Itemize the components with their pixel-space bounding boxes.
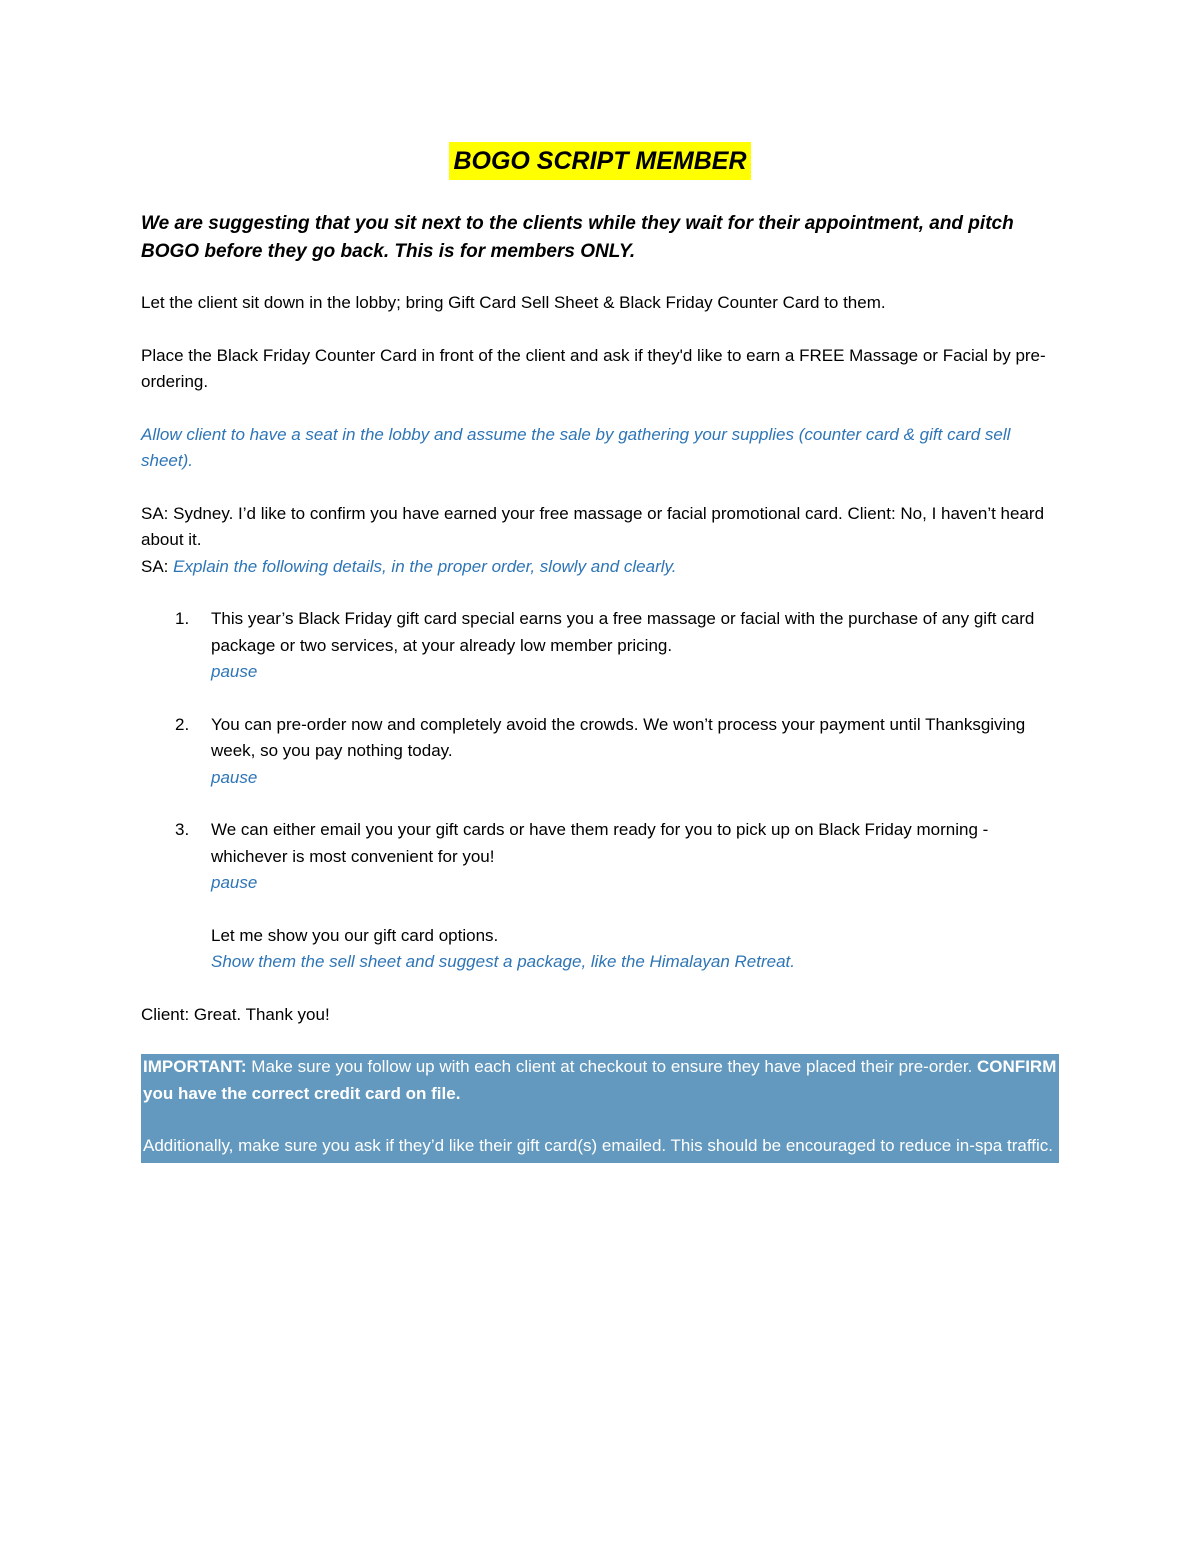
lobby-paragraph: Let the client sit down in the lobby; bring Gift Card Sell Sheet & Black Friday Counter Card to them. — [141, 293, 886, 312]
step-number: 2. — [175, 714, 190, 734]
client-closing-line: Client: Great. Thank you! — [141, 1004, 330, 1024]
steps-list — [141, 606, 1059, 897]
important-label: IMPORTANT: — [143, 1057, 247, 1076]
show-options-line: Let me show you our gift card options. — [211, 925, 499, 945]
title-row — [141, 142, 1059, 182]
important-callout — [141, 1054, 1059, 1163]
show-sell-sheet-instruction: Show them the sell sheet and suggest a package, like the Himalayan Retreat. — [211, 952, 796, 971]
additional-paragraph: Additionally, make sure you ask if they’d like their gift card(s) emailed. This should be encouraged to reduce in-spa traffic. — [143, 1136, 1053, 1155]
sa-instruction-line — [141, 554, 1059, 581]
list-item — [141, 606, 1059, 686]
sa-instruction: Explain the following details, in the proper order, slowly and clearly. — [173, 556, 677, 576]
step-pause-note: pause — [211, 662, 258, 681]
important-text: Make sure you follow up with each client at checkout to ensure they have placed their pre-order. — [246, 1057, 978, 1076]
step-number: 3. — [175, 820, 190, 839]
allow-client-instruction: Allow client to have a seat in the lobby and assume the sale by gathering your supplies (counter card & gift card sell sheet). — [141, 424, 1011, 470]
place-card-paragraph: Place the Black Friday Counter Card in front of the client and ask if they'd like to earn a FREE Massage or Facial by pre- ordering. — [141, 345, 1046, 391]
gift-card-options-block — [141, 923, 1059, 976]
step-text: This year’s Black Friday gift card special earns you a free massage or facial with the purchase of any gift card package or two services, at your already low member pricing. — [211, 609, 1035, 655]
document-body — [141, 142, 1059, 1163]
step-pause-note: pause — [211, 767, 258, 787]
page-title: BOGO SCRIPT MEMBER — [449, 142, 750, 180]
important-paragraph — [143, 1054, 1057, 1107]
step-pause-note: pause — [211, 873, 258, 892]
list-item — [141, 817, 1059, 897]
sa-prefix: SA: — [141, 556, 174, 576]
step-text: You can pre-order now and completely avoid the crowds. We won’t process your payment until Thanksgiving week, so you pay nothing today. — [211, 714, 1026, 760]
step-number: 1. — [175, 609, 190, 628]
sa-dialogue-line: SA: Sydney. I’d like to confirm you have earned your free massage or facial promotional card. Client: No, I haven’t heard about it. — [141, 503, 1045, 549]
step-text: We can either email you your gift cards or have them ready for you to pick up on Black Friday morning - whichever is most convenient for you! — [211, 820, 989, 866]
intro-paragraph: We are suggesting that you sit next to the clients while they wait for their appointment, and pitch BOGO before they go back. This is for members ONLY. — [141, 213, 1014, 262]
confirm-card-text: CONFIRM you have the correct credit card on file. — [143, 1057, 1057, 1103]
list-item — [141, 712, 1059, 792]
